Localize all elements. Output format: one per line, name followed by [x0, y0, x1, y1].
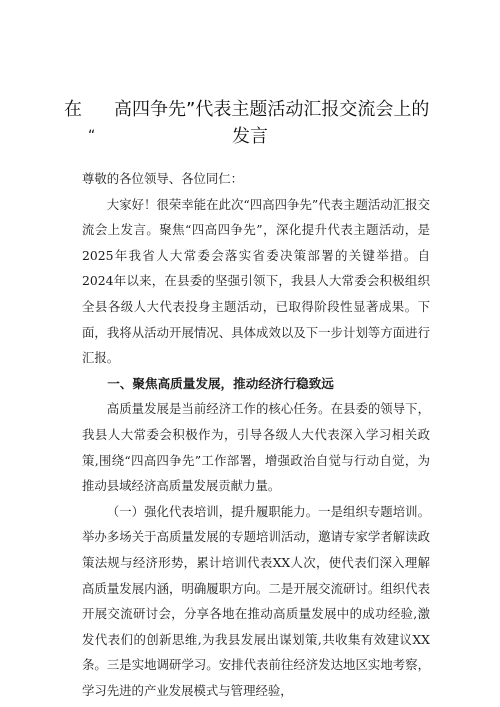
document-body [82, 166, 430, 703]
salutation: 尊敬的各位领导、各位同仁： [82, 171, 244, 186]
paragraph-intro: 大家好！很荣幸能在此次“四高四争先”代表主题活动汇报交流会上发言。聚焦“四高四争先”，深化提升代表主题活动，是2025年我省人大常委会落实省委决策部署的关键举措。自2024年以来，在县委的坚强引领下，我县人大常委会积极组织全县各级人大代表投身主题活动，已取得阶段性显著成果。下面，我将从活动开展情况、具体成效以及下一步计划等方面进行汇报。 [82, 196, 430, 366]
title-line2: 发言 [232, 126, 268, 147]
title-line2-prefix: “ [88, 128, 96, 144]
paragraph-section1-intro: 高质量发展是当前经济工作的核心任务。在县委的领导下，我县人大常委会积极作为，引导各级人大代表深入学习相关政策,围绕“四高四争先”工作部署，增强政治自觉与行动自觉，为推动县域经济高质量发展贡献力量。 [82, 401, 430, 494]
title-line1: 高四争先”代表主题活动汇报交流会上的 [114, 99, 430, 120]
paragraph-section1-item1: （一）强化代表培训，提升履职能力。一是组织专题培训。举办多场关于高质量发展的专题培训活动，邀请专家学者解读政策法规与经济形势，累计培训代表XX人次，使代表们深入理解高质量发展内涵，明确履职方向。二是开展交流研讨。组织代表开展交流研讨会，分享各地在推动高质量发展中的成功经验,激发代表们的创新思维,为我县发展出谋划策,共收集有效建议XX条。三是实地调研学习。安排代表前往经济发达地区实地考察，学习先进的产业发展模式与管理经验， [82, 503, 430, 698]
section-heading-1: 一、聚焦高质量发展，推动经济行稳致远 [107, 375, 334, 391]
title-line1-prefix: 在 [64, 99, 82, 120]
